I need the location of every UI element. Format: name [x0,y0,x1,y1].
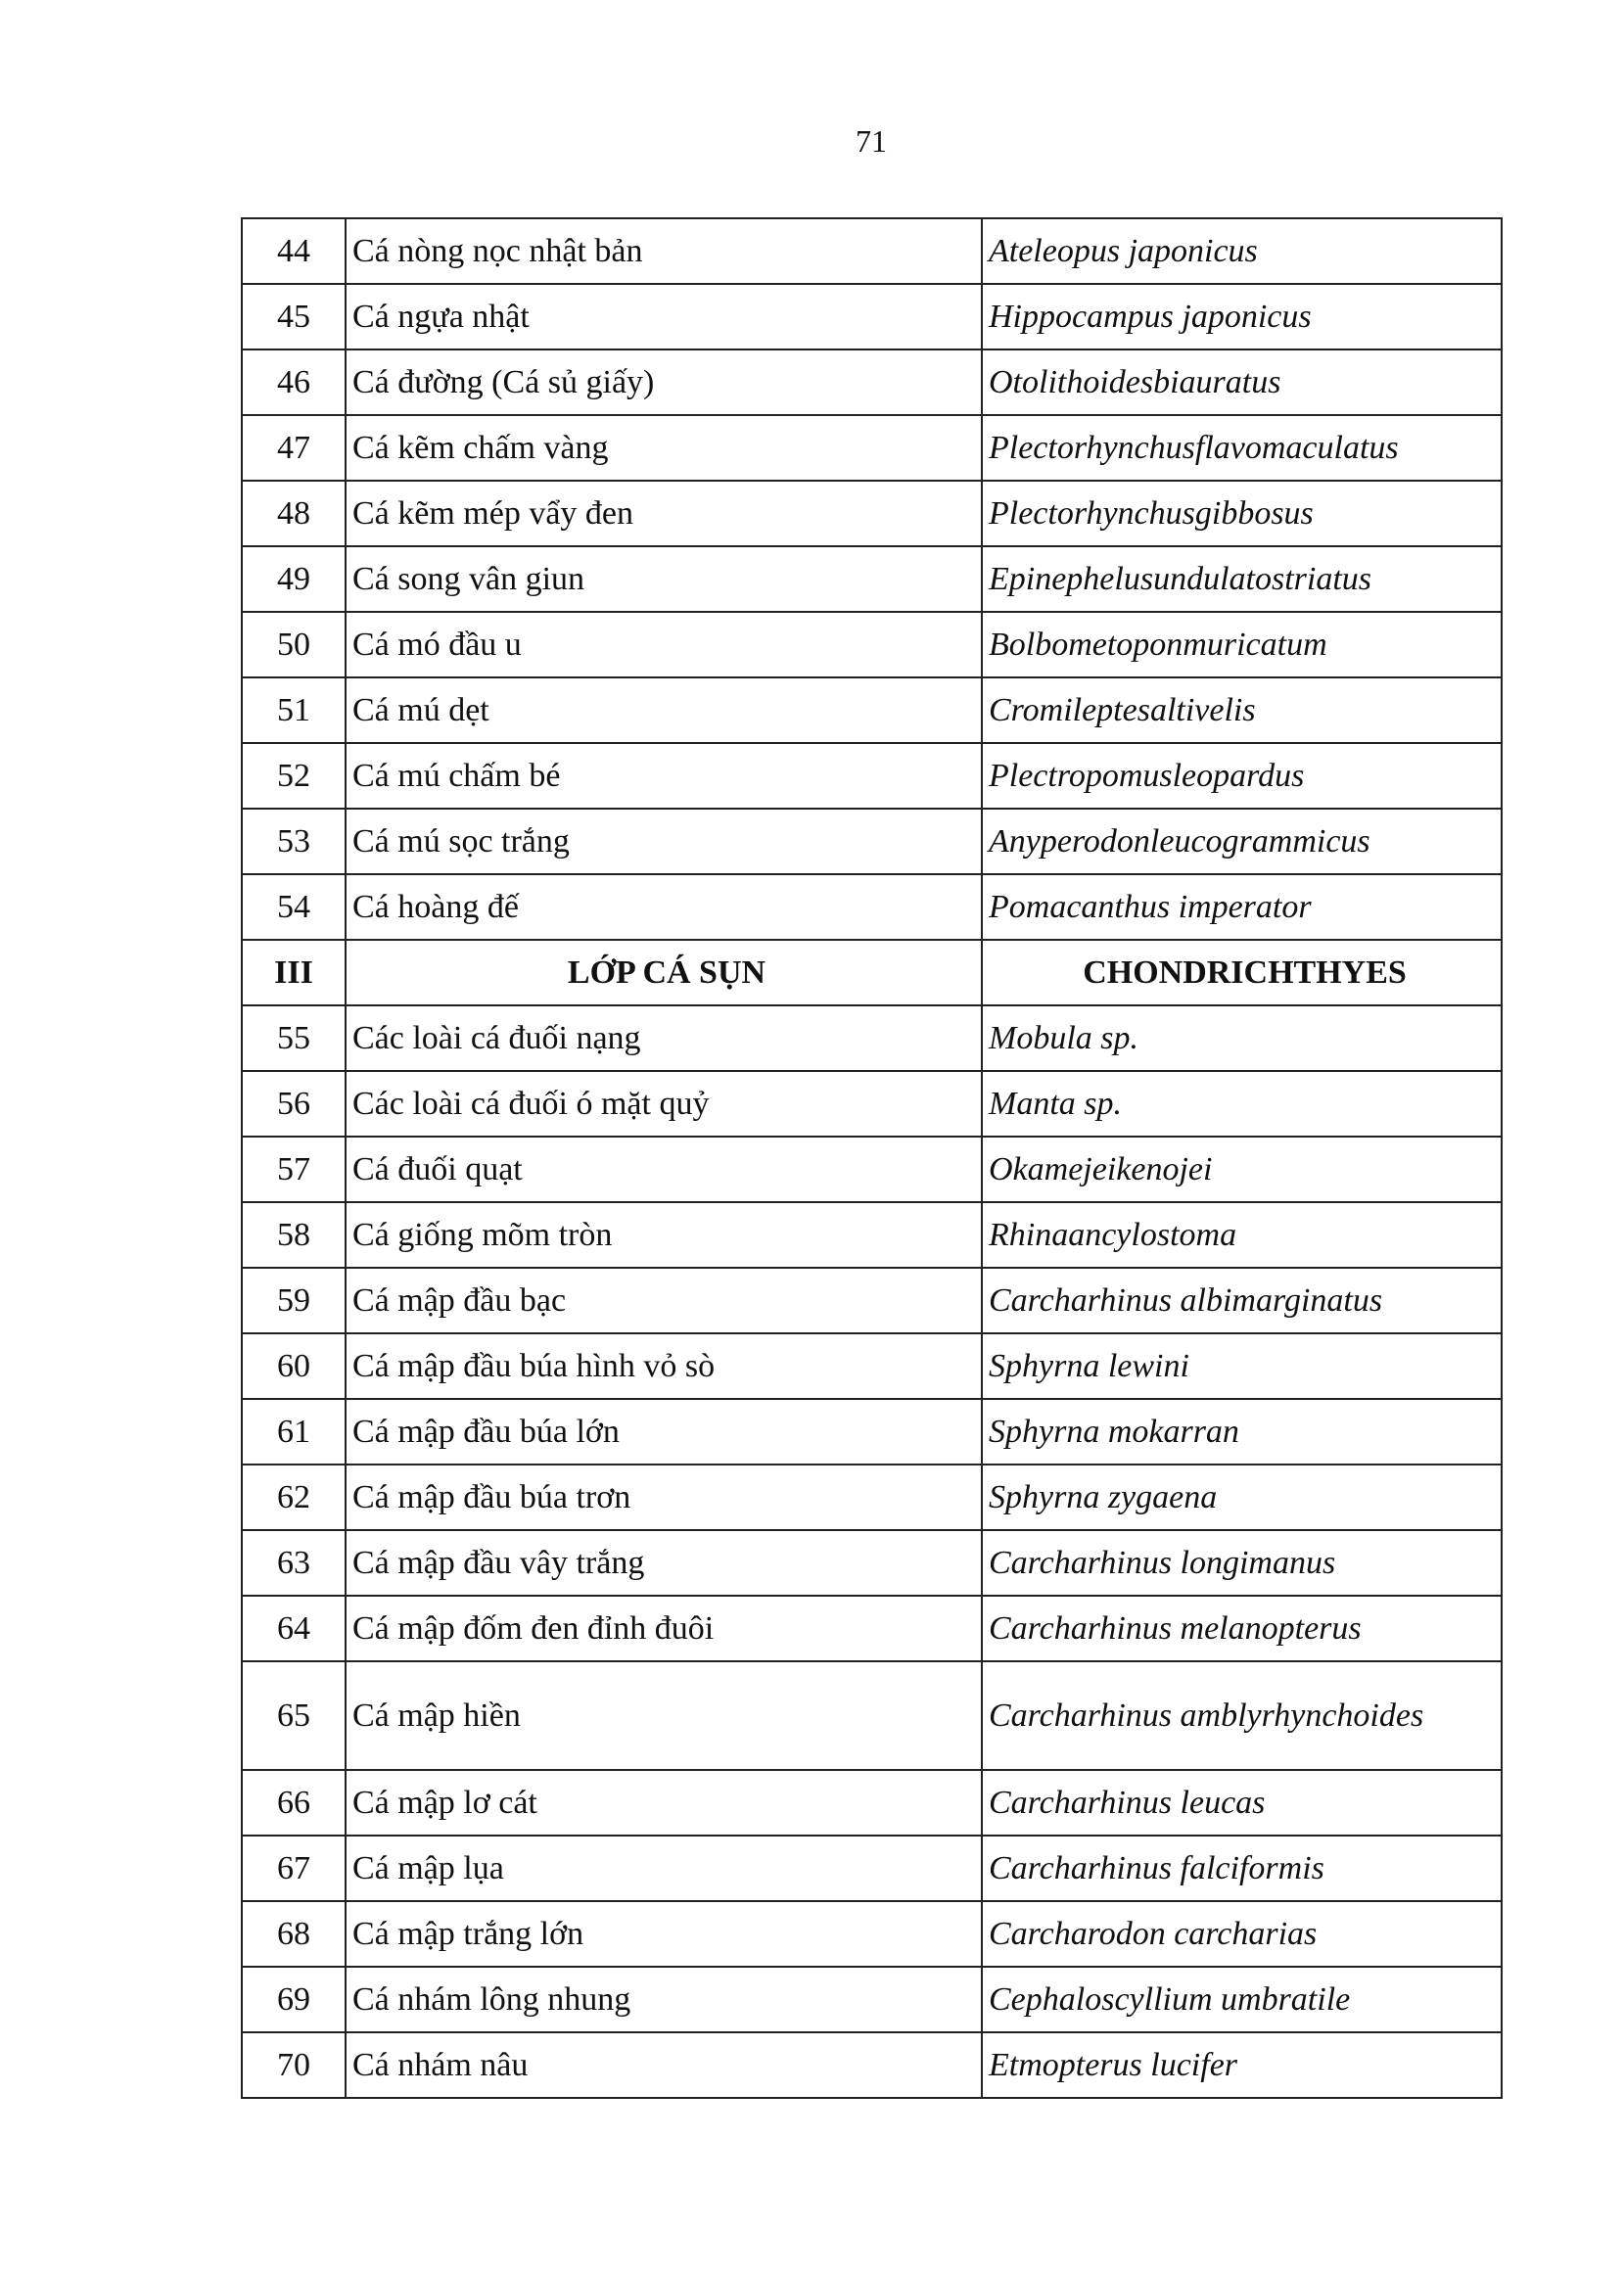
row-number: 54 [242,874,346,940]
row-number: 63 [242,1530,346,1596]
table-row [242,874,1502,940]
table-row [242,1836,1502,1901]
vietnamese-name: Cá nòng nọc nhật bản [346,218,982,284]
vietnamese-name: Các loài cá đuối ó mặt quỷ [346,1071,982,1137]
vietnamese-name: Cá hoàng đế [346,874,982,940]
vietnamese-name: Cá mập hiền [346,1661,982,1770]
vietnamese-name: Cá mập lụa [346,1836,982,1901]
scientific-name: Carcharodon carcharias [982,1901,1502,1967]
scientific-name: Plectropomusleopardus [982,743,1502,809]
vietnamese-name: Cá song vân giun [346,546,982,612]
table-row [242,1465,1502,1530]
row-number: 50 [242,612,346,677]
table-row [242,1005,1502,1071]
row-number: 52 [242,743,346,809]
table-row [242,1333,1502,1399]
row-number: 64 [242,1596,346,1661]
scientific-name: Carcharhinus albimarginatus [982,1268,1502,1333]
table-row [242,677,1502,743]
page-number: 71 [856,123,887,159]
row-number: 67 [242,1836,346,1901]
row-number: 53 [242,809,346,874]
table-row [242,743,1502,809]
row-number: 49 [242,546,346,612]
row-number: 60 [242,1333,346,1399]
table-row [242,1399,1502,1465]
vietnamese-name: Cá mú sọc trắng [346,809,982,874]
table-row [242,809,1502,874]
vietnamese-name: Cá đường (Cá sủ giấy) [346,349,982,415]
row-number: 62 [242,1465,346,1530]
table-row [242,349,1502,415]
row-number: 55 [242,1005,346,1071]
table-row [242,1268,1502,1333]
row-number: 59 [242,1268,346,1333]
row-number: 46 [242,349,346,415]
scientific-name: Carcharhinus longimanus [982,1530,1502,1596]
table-row [242,1137,1502,1202]
table-row [242,1202,1502,1268]
scientific-name: Sphyrna mokarran [982,1399,1502,1465]
scientific-name: Epinephelusundulatostriatus [982,546,1502,612]
vietnamese-name: Cá mú dẹt [346,677,982,743]
scientific-name: Rhinaancylostoma [982,1202,1502,1268]
species-table [241,217,1503,2099]
vietnamese-name: Cá nhám nâu [346,2032,982,2098]
scientific-name: Cromileptesaltivelis [982,677,1502,743]
table-row [242,1901,1502,1967]
scientific-name: Carcharhinus falciformis [982,1836,1502,1901]
row-number: 68 [242,1901,346,1967]
row-number: 45 [242,284,346,349]
vietnamese-name: Cá nhám lông nhung [346,1967,982,2032]
scientific-name: Carcharhinus amblyrhynchoides [982,1661,1502,1770]
table-row [242,415,1502,481]
vietnamese-name: Cá ngựa nhật [346,284,982,349]
scientific-name: CHONDRICHTHYES [982,940,1502,1005]
row-number: 51 [242,677,346,743]
section-row [242,940,1502,1005]
table-row [242,1596,1502,1661]
vietnamese-name: Cá mập đầu vây trắng [346,1530,982,1596]
table-row [242,2032,1502,2098]
table-row [242,612,1502,677]
scientific-name: Otolithoidesbiauratus [982,349,1502,415]
scientific-name: Manta sp. [982,1071,1502,1137]
table-row [242,1967,1502,2032]
vietnamese-name: Cá mập đầu búa trơn [346,1465,982,1530]
table-row [242,218,1502,284]
scientific-name: Etmopterus lucifer [982,2032,1502,2098]
scientific-name: Ateleopus japonicus [982,218,1502,284]
vietnamese-name: Cá mập trắng lớn [346,1901,982,1967]
row-number: 70 [242,2032,346,2098]
vietnamese-name: Cá đuối quạt [346,1137,982,1202]
vietnamese-name: Cá mập đốm đen đỉnh đuôi [346,1596,982,1661]
table-row [242,1530,1502,1596]
scientific-name: Carcharhinus leucas [982,1770,1502,1836]
table-row [242,1071,1502,1137]
row-number: 61 [242,1399,346,1465]
scientific-name: Mobula sp. [982,1005,1502,1071]
table-row [242,1661,1502,1770]
scientific-name: Pomacanthus imperator [982,874,1502,940]
row-number: 57 [242,1137,346,1202]
scientific-name: Sphyrna lewini [982,1333,1502,1399]
scientific-name: Plectorhynchusflavomaculatus [982,415,1502,481]
table-row [242,284,1502,349]
scientific-name: Plectorhynchusgibbosus [982,481,1502,546]
table-row [242,1770,1502,1836]
row-number: 66 [242,1770,346,1836]
scientific-name: Hippocampus japonicus [982,284,1502,349]
vietnamese-name: Cá mập đầu bạc [346,1268,982,1333]
vietnamese-name: Cá giống mõm tròn [346,1202,982,1268]
vietnamese-name: Cá mập đầu búa hình vỏ sò [346,1333,982,1399]
scientific-name: Okamejeikenojei [982,1137,1502,1202]
scientific-name: Carcharhinus melanopterus [982,1596,1502,1661]
vietnamese-name: Cá mó đầu u [346,612,982,677]
vietnamese-name: Cá kẽm mép vẩy đen [346,481,982,546]
vietnamese-name: Cá kẽm chấm vàng [346,415,982,481]
row-number: 44 [242,218,346,284]
vietnamese-name: Cá mập lơ cát [346,1770,982,1836]
row-number: 69 [242,1967,346,2032]
vietnamese-name: Cá mập đầu búa lớn [346,1399,982,1465]
row-number: 58 [242,1202,346,1268]
scientific-name: Anyperodonleucogrammicus [982,809,1502,874]
table-row [242,546,1502,612]
row-number: 48 [242,481,346,546]
scientific-name: Bolbometoponmuricatum [982,612,1502,677]
row-number: 47 [242,415,346,481]
scientific-name: Sphyrna zygaena [982,1465,1502,1530]
scientific-name: Cephaloscyllium umbratile [982,1967,1502,2032]
vietnamese-name: Cá mú chấm bé [346,743,982,809]
vietnamese-name: LỚP CÁ SỤN [346,940,982,1005]
row-number: III [242,940,346,1005]
table-row [242,481,1502,546]
row-number: 56 [242,1071,346,1137]
row-number: 65 [242,1661,346,1770]
vietnamese-name: Các loài cá đuối nạng [346,1005,982,1071]
